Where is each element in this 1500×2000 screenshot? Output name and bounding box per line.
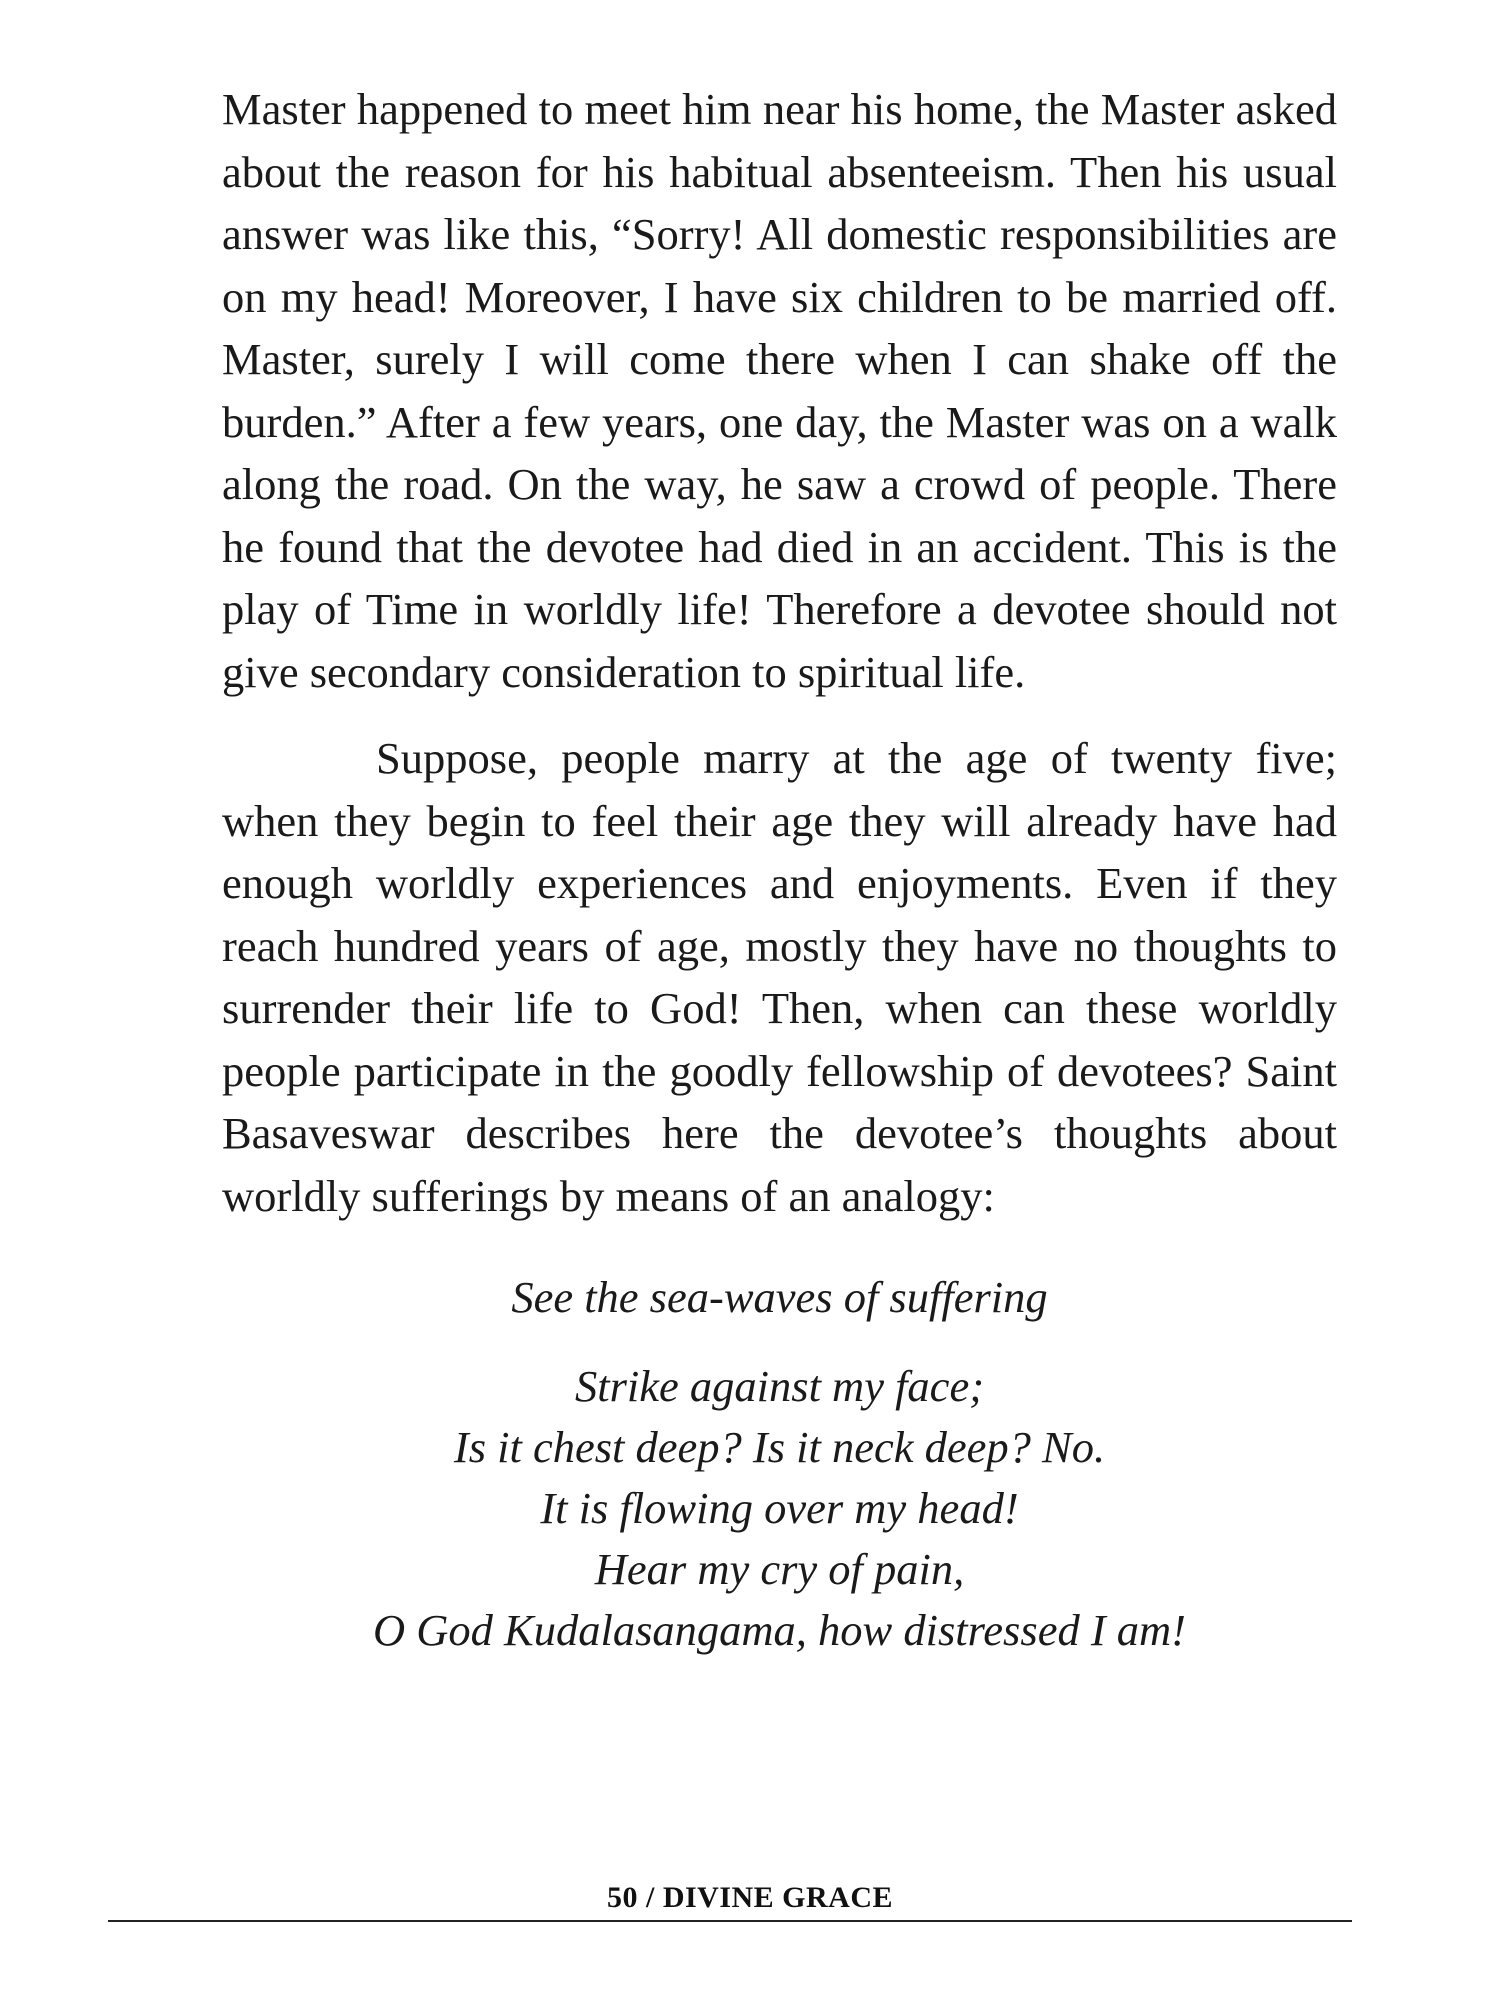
stanza-break	[222, 1328, 1337, 1356]
paragraph-1: Master happened to meet him near his home, the Master asked about the reason for his habitual absenteeism. Then his usual answer was like this, “Sorry! All domestic responsibilities are on my head! Moreover, I have six children to be married off. Master, surely I will come there when I can shake off the burden.” After a few years, one day, the Master was on a walk along the road. On the way, he saw a crowd of people. There he found that the devotee had died in an accident. This is the play of Time in worldly life! Therefore a devotee should not give secondary consideration to spiritual life.	[222, 84, 1337, 697]
footer-separator: /	[645, 1881, 655, 1914]
verse-line: See the sea-waves of suffering	[511, 1272, 1048, 1322]
verse-line: O God Kudalasangama, how distressed I am!	[373, 1605, 1186, 1655]
verse-line: It is flowing over my head!	[540, 1483, 1019, 1533]
page-number: 50	[606, 1881, 638, 1914]
verse-line: Is it chest deep? Is it neck deep? No.	[453, 1422, 1106, 1472]
book-title: DIVINE GRACE	[662, 1881, 894, 1914]
page-footer	[0, 1881, 1500, 1915]
verse-line: Hear my cry of pain,	[594, 1544, 965, 1594]
page-body	[222, 78, 1337, 1661]
footer-rule	[108, 1920, 1352, 1922]
verse	[222, 1267, 1337, 1661]
verse-line: Strike against my face;	[574, 1361, 985, 1411]
paragraph-2: Suppose, people marry at the age of twenty five; when they begin to feel their age they will already have had enough worldly experiences and enjoyments. Even if they reach hundred years of age, mostly they have no thoughts to surrender their life to God! Then, when can these worldly people participate in the goodly fellowship of devotees? Saint Basaveswar describes here the devotee’s thoughts about worldly sufferings by means of an analogy:	[222, 733, 1337, 1221]
